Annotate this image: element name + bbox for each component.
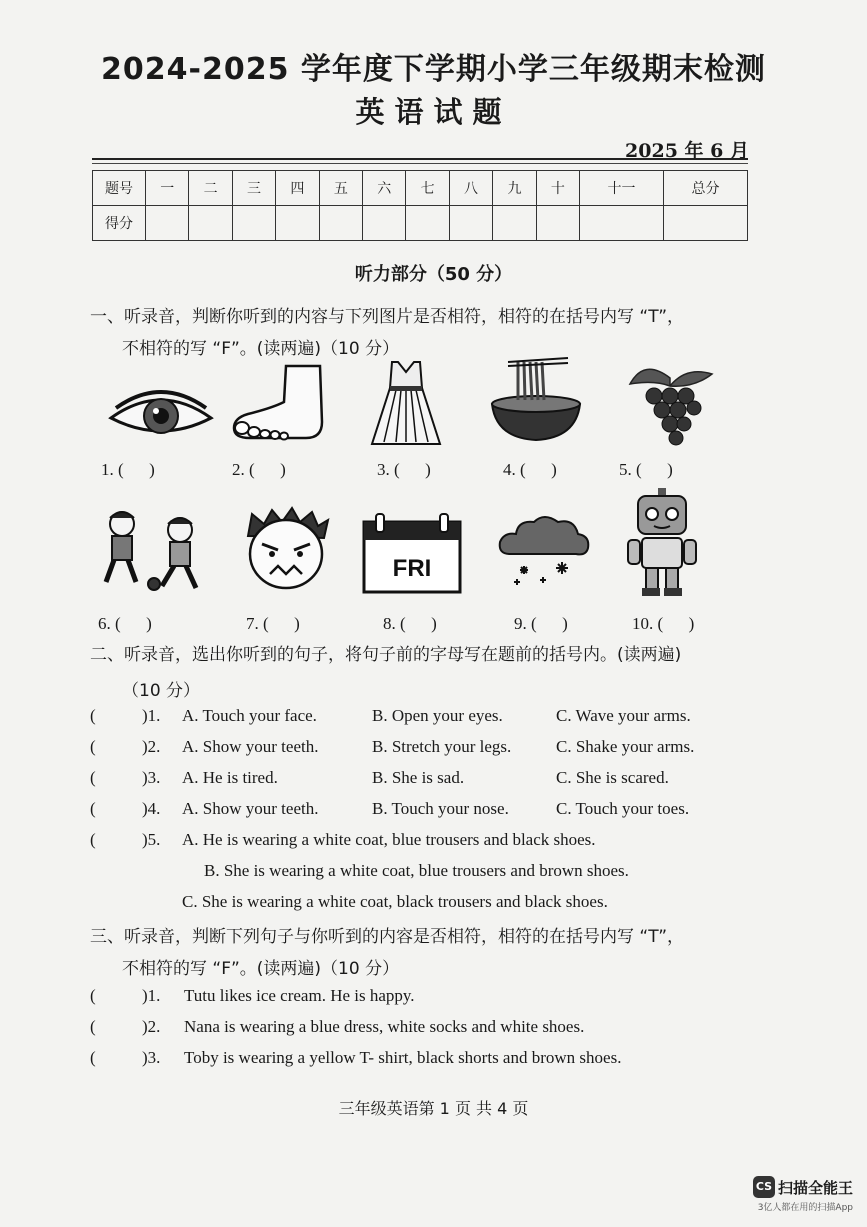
- q1-label-10: 10. ( ): [632, 614, 695, 633]
- score-col: 二: [189, 171, 232, 206]
- q2-item-1: [90, 706, 691, 732]
- score-cell[interactable]: [276, 206, 319, 241]
- q2-option-a: A. Touch your face.: [182, 706, 317, 725]
- q1-label-2: 2. ( ): [232, 460, 286, 479]
- robot-icon: [626, 486, 698, 598]
- exam-date: 2025 年 6 月: [625, 140, 749, 162]
- q2-item-number: )2.: [142, 737, 161, 756]
- q2-item-4: [90, 799, 690, 825]
- q2-option-a: A. Show your teeth.: [182, 737, 319, 756]
- angry-face-icon: [238, 506, 334, 592]
- calendar-icon: [360, 512, 464, 596]
- q1-instruction-line1: 一、听录音，判断你听到的内容与下列图片是否相符，相符的在括号内写 “T”，: [90, 307, 685, 327]
- answer-paren[interactable]: (: [90, 799, 96, 818]
- score-table: [92, 170, 748, 241]
- q3-item-3: [90, 1048, 622, 1074]
- q2-option-b: B. She is sad.: [372, 768, 465, 787]
- score-col: 八: [449, 171, 492, 206]
- q3-item-number: )1.: [142, 986, 161, 1005]
- q2-option-c: C. Shake your arms.: [556, 737, 695, 756]
- calendar-day-text: FRI: [392, 555, 432, 582]
- exam-title: 2024-2025 学年度下学期小学三年级期末检测: [101, 52, 766, 87]
- q2-option-c: C. She is scared.: [556, 768, 669, 787]
- eye-icon: [106, 386, 216, 446]
- q2-item-number: )3.: [142, 768, 161, 787]
- answer-paren[interactable]: (: [90, 830, 96, 849]
- score-col: 五: [319, 171, 362, 206]
- score-table-header-row: [93, 171, 748, 206]
- answer-paren[interactable]: (: [90, 706, 96, 725]
- q2-item-5: [90, 830, 596, 856]
- answer-paren[interactable]: (: [90, 737, 96, 756]
- q2-item-5-b: [90, 861, 629, 887]
- score-cell[interactable]: [663, 206, 747, 241]
- q2-instruction-line2: （10 分）: [122, 681, 201, 701]
- q1-label-9: 9. ( ): [514, 614, 568, 633]
- q2-option-c: C. She is wearing a white coat, black trousers and black shoes.: [182, 892, 608, 911]
- q1-label-3: 3. ( ): [377, 460, 431, 479]
- q2-item-5-c: [90, 892, 608, 918]
- q3-instruction-line2: 不相符的写 “F”。(读两遍)（10 分）: [122, 959, 400, 979]
- q3-item-text: Nana is wearing a blue dress, white socks and white shoes.: [184, 1017, 585, 1036]
- score-table-score-row: [93, 206, 748, 241]
- score-col: 六: [363, 171, 406, 206]
- grapes-icon: [624, 360, 716, 452]
- q3-item-number: )3.: [142, 1048, 161, 1067]
- score-row1-label: 题号: [93, 171, 146, 206]
- answer-paren[interactable]: (: [90, 1017, 96, 1036]
- score-cell[interactable]: [363, 206, 406, 241]
- q1-label-7: 7. ( ): [246, 614, 300, 633]
- score-col: 十一: [580, 171, 664, 206]
- q2-option-a: A. Show your teeth.: [182, 799, 319, 818]
- score-col: 三: [232, 171, 275, 206]
- score-cell[interactable]: [580, 206, 664, 241]
- q2-item-3: [90, 768, 669, 794]
- q1-instruction-line2: 不相符的写 “F”。(读两遍)（10 分）: [122, 339, 400, 359]
- score-cell[interactable]: [319, 206, 362, 241]
- answer-paren[interactable]: (: [90, 1048, 96, 1067]
- score-col: 一: [146, 171, 189, 206]
- exam-subject: 英语试题: [355, 95, 512, 129]
- q2-item-number: )4.: [142, 799, 161, 818]
- listening-heading: 听力部分（50 分）: [354, 264, 513, 285]
- answer-paren[interactable]: (: [90, 986, 96, 1005]
- q3-item-text: Tutu likes ice cream. He is happy.: [184, 986, 415, 1005]
- scanner-tagline: 3亿人都在用的扫描App: [757, 1203, 853, 1213]
- score-row2-label: 得分: [93, 206, 146, 241]
- q2-option-b: B. Touch your nose.: [372, 799, 509, 818]
- boys-icon: [96, 506, 208, 596]
- q2-item-number: )5.: [142, 830, 161, 849]
- score-cell[interactable]: [493, 206, 536, 241]
- dress-icon: [368, 358, 444, 450]
- q1-label-1: 1. ( ): [101, 460, 155, 479]
- q3-item-number: )2.: [142, 1017, 161, 1036]
- q2-instruction-line1: 二、听录音，选出你听到的句子，将句子前的字母写在题前的括号内。(读两遍): [90, 645, 682, 665]
- q3-item-text: Toby is wearing a yellow T- shirt, black shorts and brown shoes.: [184, 1048, 622, 1067]
- scanner-logo-icon: CS: [753, 1176, 775, 1198]
- q2-option-a: A. He is tired.: [182, 768, 278, 787]
- score-cell[interactable]: [536, 206, 579, 241]
- q3-item-1: [90, 986, 415, 1012]
- score-cell[interactable]: [189, 206, 232, 241]
- divider: [92, 158, 748, 160]
- score-col: 十: [536, 171, 579, 206]
- score-col: 总分: [663, 171, 747, 206]
- q3-item-2: [90, 1017, 585, 1043]
- score-cell[interactable]: [406, 206, 449, 241]
- q2-option-c: C. Touch your toes.: [556, 799, 690, 818]
- q1-label-6: 6. ( ): [98, 614, 152, 633]
- q2-option-b: B. Stretch your legs.: [372, 737, 512, 756]
- score-col: 七: [406, 171, 449, 206]
- answer-paren[interactable]: (: [90, 768, 96, 787]
- q1-label-8: 8. ( ): [383, 614, 437, 633]
- q2-option-b: B. She is wearing a white coat, blue trousers and brown shoes.: [204, 861, 629, 880]
- snow-cloud-icon: [496, 514, 592, 594]
- page-footer: 三年级英语第 1 页 共 4 页: [338, 1099, 529, 1118]
- q2-item-2: [90, 737, 695, 763]
- score-col: 四: [276, 171, 319, 206]
- score-col: 九: [493, 171, 536, 206]
- score-cell[interactable]: [232, 206, 275, 241]
- scanner-watermark: [753, 1176, 853, 1213]
- q1-label-4: 4. ( ): [503, 460, 557, 479]
- divider: [92, 163, 748, 164]
- q3-instruction-line1: 三、听录音，判断下列句子与你听到的内容是否相符，相符的在括号内写 “T”，: [90, 927, 685, 947]
- score-cell[interactable]: [146, 206, 189, 241]
- q2-option-b: B. Open your eyes.: [372, 706, 503, 725]
- scanner-brand-name: 扫描全能王: [777, 1178, 853, 1197]
- q2-item-number: )1.: [142, 706, 161, 725]
- score-cell[interactable]: [449, 206, 492, 241]
- foot-icon: [228, 362, 332, 444]
- q1-label-5: 5. ( ): [619, 460, 673, 479]
- q2-option-c: C. Wave your arms.: [556, 706, 691, 725]
- noodles-icon: [488, 354, 584, 444]
- q2-option-a: A. He is wearing a white coat, blue trousers and black shoes.: [182, 830, 596, 849]
